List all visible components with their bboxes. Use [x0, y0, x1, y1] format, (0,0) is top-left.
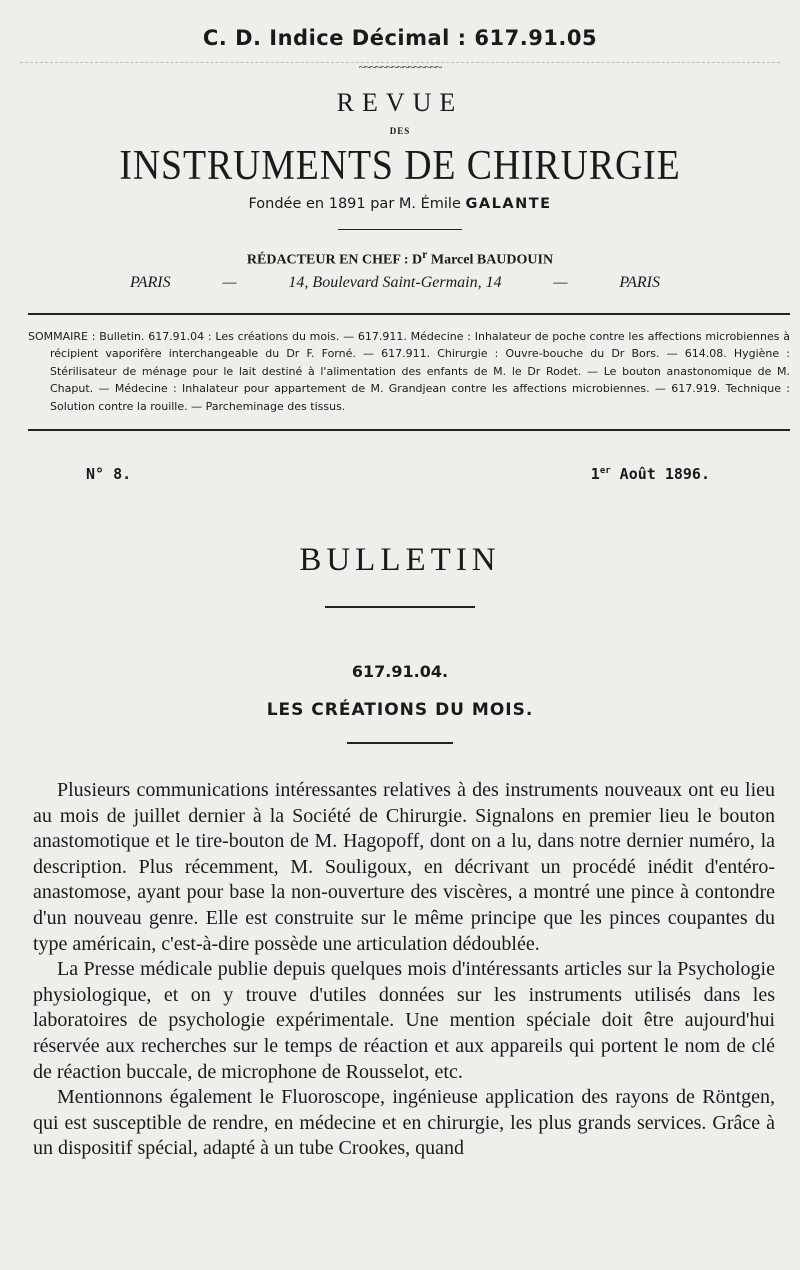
editor-prefix: RÉDACTEUR EN CHEF : D	[246, 252, 423, 268]
section-title: BULLETIN	[299, 542, 501, 578]
editor-line	[0, 248, 800, 269]
sommaire-bottom-rule	[28, 429, 790, 431]
cdu-index: C. D. Indice Décimal : 617.91.05	[202, 26, 598, 50]
address-street: 14, Boulevard Saint-Germain, 14	[288, 274, 502, 291]
issue-date-sup: er	[599, 466, 611, 476]
header-rule	[338, 229, 462, 230]
article-body	[33, 778, 775, 1162]
issue-date-day: 1	[590, 465, 600, 483]
issue-date	[591, 465, 710, 483]
article-code: 617.91.04.	[351, 662, 449, 681]
paragraph-1: Plusieurs communications intéressantes relatives à des instruments nouveaux ont eu lieu au mois de juillet dernier à la Société de Chirurgie. Signalons en premier lieu le bouton anastomotique et le tire-bouton de M. Hagopoff, dont on a lu, dans notre dernier numéro, la description. Plus récemment, M. Souligoux, en décrivant un procédé inédit d'entéro-anastomose, ayant pour base la non-ouverture des viscères, a montré une pince à contondre d'un nouveau genre. Elle est construite sur le même principe que les pinces coupantes du type américain, c'est-à-dire possède une articulation dédoublée.	[33, 779, 775, 955]
sommaire: SOMMAIRE : Bulletin. 617.91.04 : Les créations du mois. — 617.911. Médecine : Inhalateur de poche contre les affections microbiennes à récipient vaporifère interchangeable du Dr F. Forné. — 617.911. Chirurgie : Ouvre-bouche du Dr Bors. — 614.08. Hygiène : Stérilisateur de ménage pour le lait destiné à l'alimentation des enfants de M. le Dr Rodet. — Le bouton anastonomique de M. Chaput. — Médecine : Inhalateur pour appartement de M. Grandjean contre les affections microbiennes. — 617.919. Technique : Solution contre la rouille. — Parcheminage des tissus.	[28, 330, 790, 413]
address-line	[130, 274, 660, 292]
address-city-right: PARIS	[619, 274, 660, 291]
paragraph-3: Mentionnons également le Fluoroscope, ingénieuse application des rayons de Röntgen, qui est susceptible de rendre, en médecine et en chirurgie, les plus grands services. Grâce à un dispositif spécial, adapté à un tube Crookes, quand	[33, 1086, 775, 1160]
sommaire-top-rule	[28, 313, 790, 315]
editor-sup: r	[422, 248, 428, 261]
editor-name: Marcel BAUDOUIN	[427, 252, 554, 268]
founded-prefix: Fondée en 1891 par M. Émile	[248, 196, 461, 212]
founded-line	[0, 196, 800, 212]
issue-date-rest: Août 1896.	[610, 465, 710, 483]
article-rule	[347, 742, 453, 744]
article-heading: LES CRÉATIONS DU MOIS.	[266, 700, 534, 720]
address-dash-left: —	[222, 274, 237, 291]
paragraph-2: La Presse médicale publie depuis quelques mois d'intéressants articles sur la Psychologie physiologique, et on y trouve d'utiles données sur les instruments utilisés dans les laboratoires de psychologie expérimentale. Une mention spéciale doit être aujourd'hui réservée aux recherches sur le temps de réaction et aux appareils qui portent le nom de clé de réaction buccale, de microphone de Rousselot, etc.	[33, 958, 775, 1083]
flourish-ornament: ~~~~~~~~~~~~~~~	[358, 60, 442, 74]
journal-title: INSTRUMENTS DE CHIRURGIE	[119, 143, 681, 189]
revue-title: REVUE	[336, 88, 464, 117]
founder-name: GALANTE	[465, 196, 552, 212]
des-label: DES	[389, 126, 411, 136]
address-city-left: PARIS	[130, 274, 171, 291]
issue-number: N° 8.	[86, 465, 132, 483]
section-rule	[325, 606, 475, 608]
address-dash-right: —	[553, 274, 568, 291]
